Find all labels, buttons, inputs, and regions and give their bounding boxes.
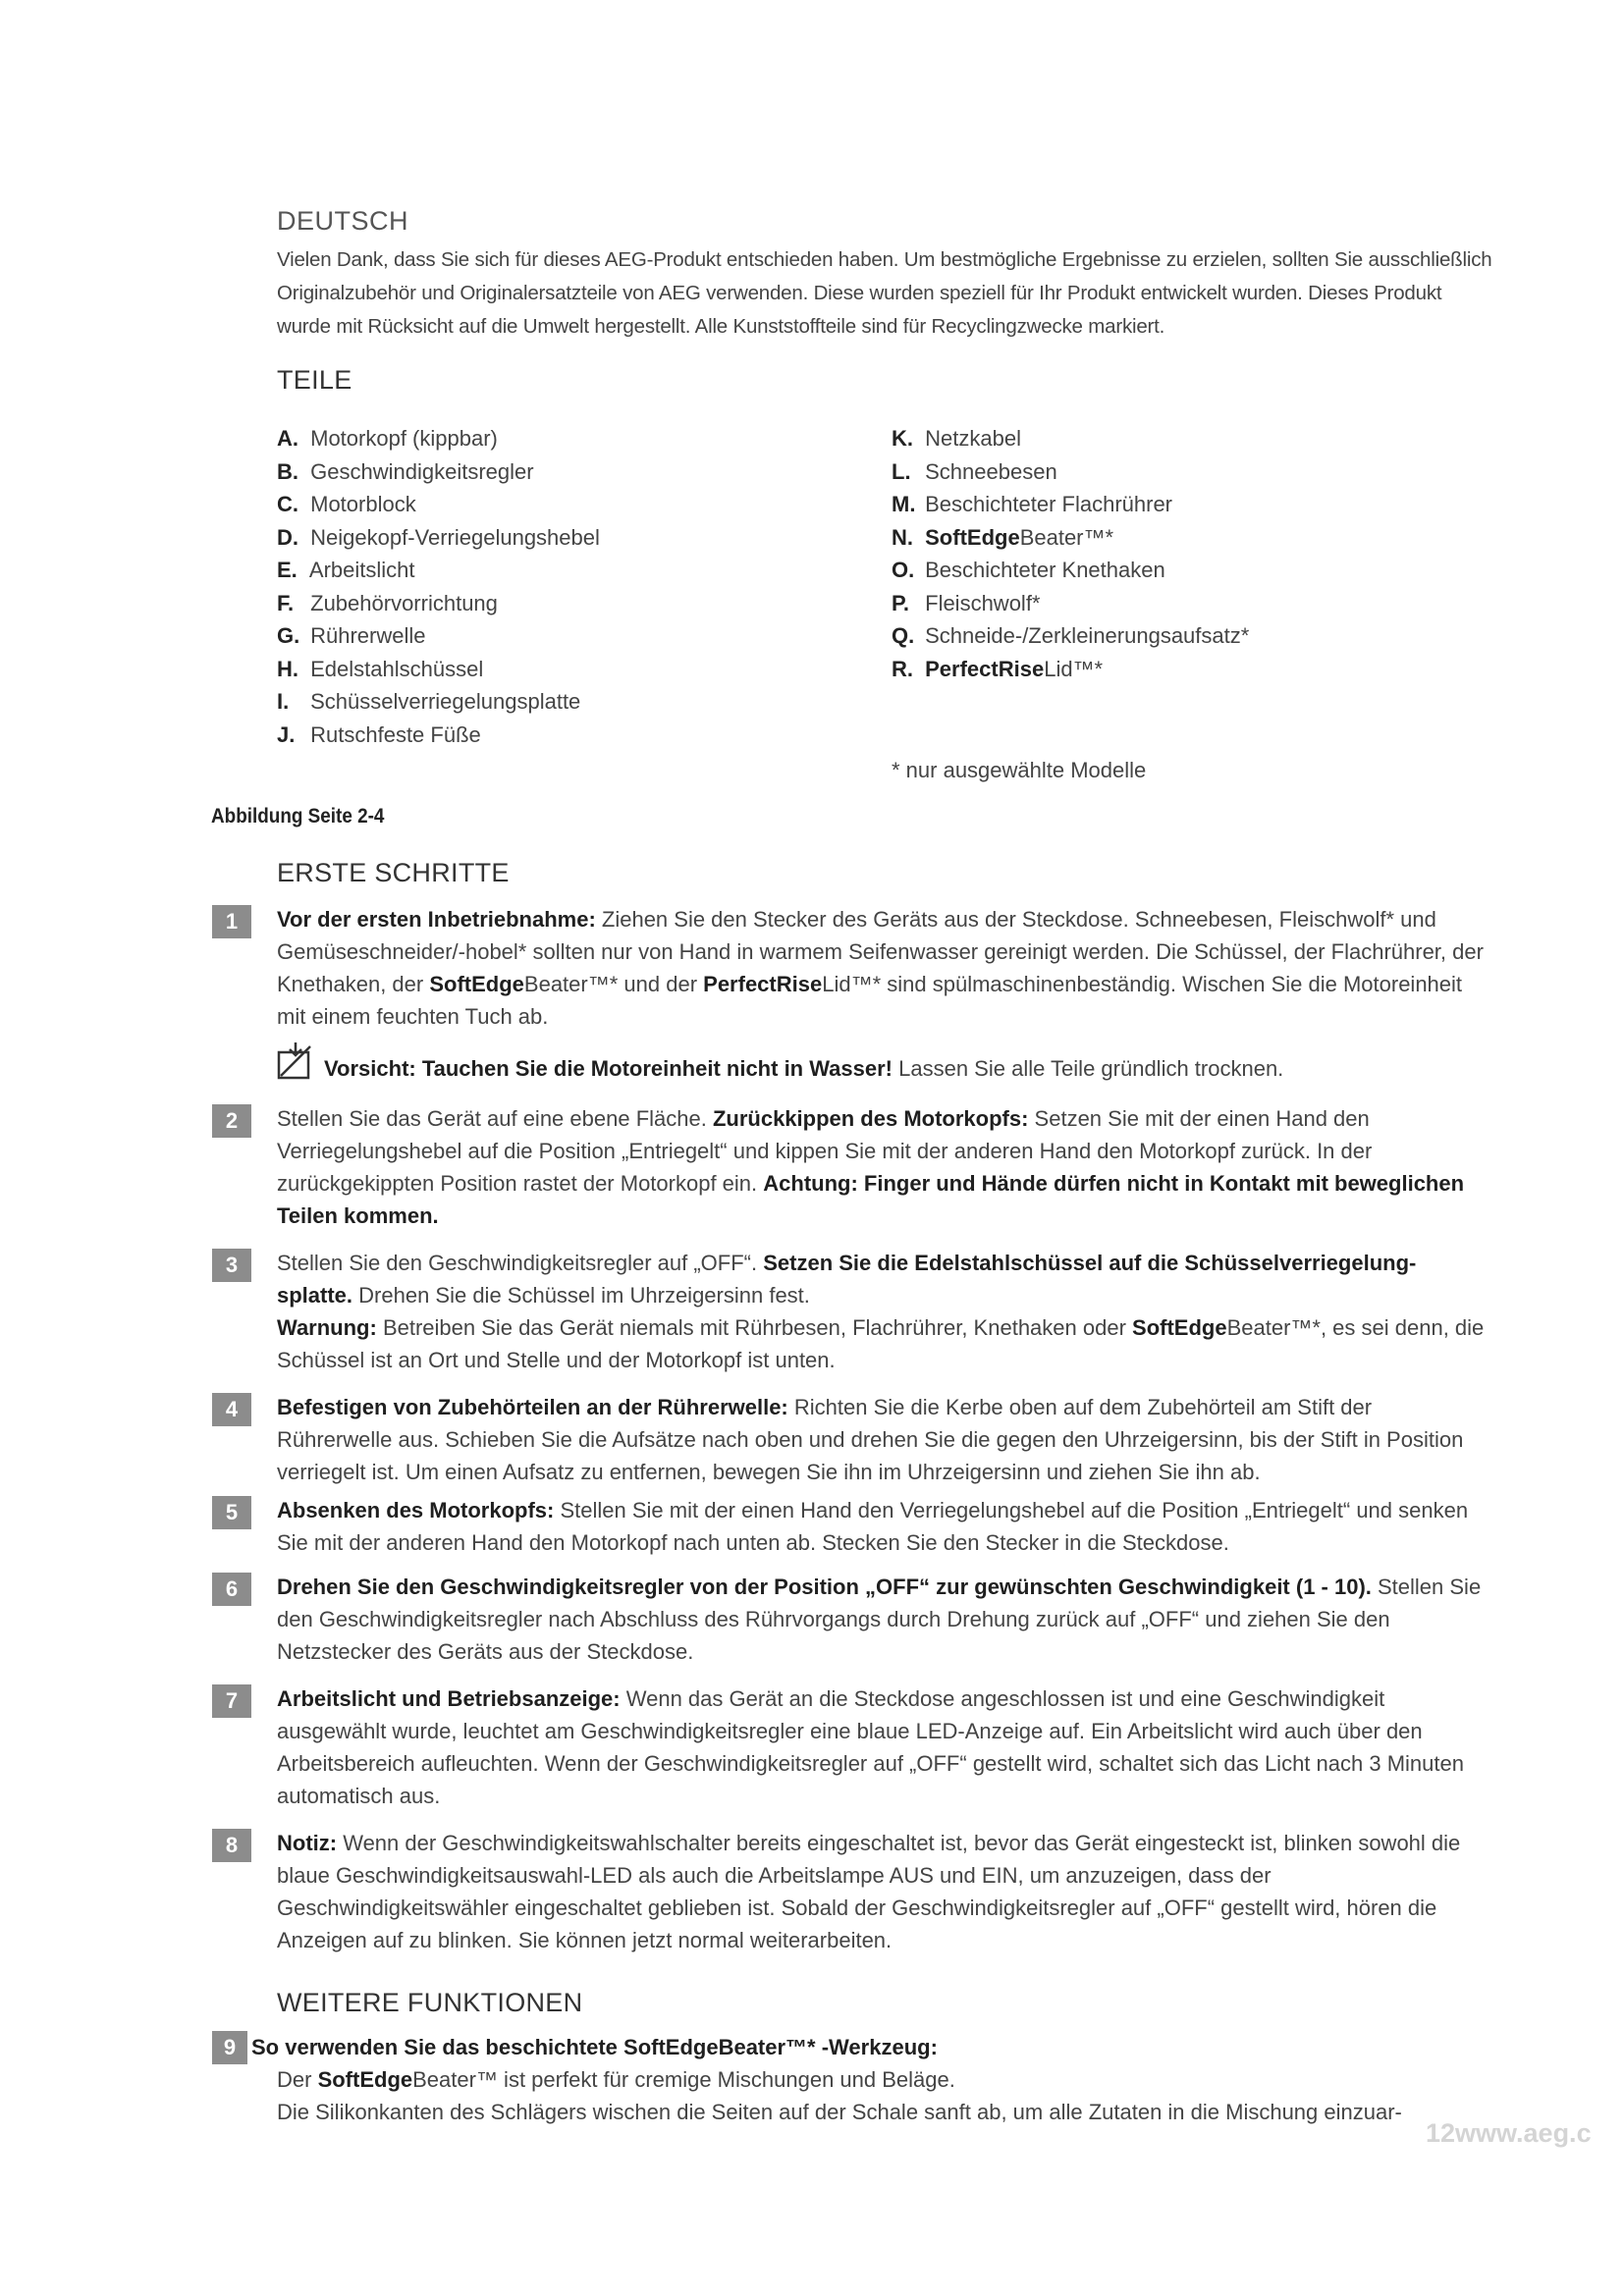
caution-text: Vorsicht: Tauchen Sie die Motoreinheit nicht in Wasser! Lassen Sie alle Teile gründlich trocknen. (324, 1056, 1284, 1081)
parts-item: E. Arbeitslicht (277, 558, 415, 582)
first-steps-heading: ERSTE SCHRITTE (277, 858, 510, 887)
parts-item: M. Beschichteter Flachrührer (892, 492, 1173, 516)
parts-list-right (892, 422, 1249, 685)
step-6-text: Drehen Sie den Geschwindigkeitsregler von der Position „OFF“ zur gewünschten Geschwindigkeit (1 - 10). Stellen Sie den Geschwindigkeitsregler nach Abschluss des Rührvorgangs durch Drehung zurück auf „OFF“ und ziehen Sie den Netzstecker des Geräts aus der Steckdose. (277, 1575, 1482, 1664)
step-number: 4 (212, 1393, 251, 1426)
step-9-line-2: Die Silikonkanten des Schlägers wischen die Seiten auf der Schale sanft ab, um alle Zutaten in die Mischung einzuar- (277, 2100, 1402, 2124)
parts-item: A. Motorkopf (kippbar) (277, 426, 498, 451)
parts-item: C. Motorblock (277, 492, 416, 516)
parts-item: H. Edelstahlschüssel (277, 656, 484, 681)
step-9-line-1: Der SoftEdgeBeater™ ist perfekt für cremige Mischungen und Beläge. (277, 2067, 955, 2092)
parts-item: O. Beschichteter Knethaken (892, 558, 1165, 582)
parts-item: K. Netzkabel (892, 426, 1021, 451)
step-number: 5 (212, 1496, 251, 1529)
step-2-text: Stellen Sie das Gerät auf eine ebene Fläche. Zurückkippen des Motorkopfs: Setzen Sie mit der einen Hand den Verriegelungshebel auf die Position „Entriegelt“ und kippen Sie mit der anderen Hand den Motorkopf zurück. In der zurückgekippten Position rastet der Motorkopf ein. Achtung: Finger und Hände dürfen nicht in Kontakt mit beweglichen Teilen kommen. (277, 1106, 1465, 1228)
step-number: 1 (212, 905, 251, 938)
step-number: 6 (212, 1573, 251, 1606)
step-number: 3 (212, 1249, 251, 1282)
parts-item: B. Geschwindigkeitsregler (277, 458, 534, 484)
parts-item: F. Zubehörvorrichtung (277, 590, 498, 615)
parts-item: G. Rührerwelle (277, 623, 426, 648)
step-number: 7 (212, 1684, 251, 1718)
step-3-text: Stellen Sie den Geschwindigkeitsregler auf „OFF“. Setzen Sie die Edelstahlschüssel auf die Schüsselverriegelung-splatte. Drehen Sie die Schüssel im Uhrzeigersinn fest. Warnung: Betreiben Sie das Gerät niemals mit Rührbesen, Flachrührer, Knethaken oder SoftEdgeBeater™*, es sei denn, die Schüssel ist an Ort und Stelle und der Motorkopf ist unten. (277, 1251, 1485, 1372)
step-number: 9 (212, 2031, 247, 2064)
step-4-text: Befestigen von Zubehörteilen an der Rührerwelle: Richten Sie die Kerbe oben auf dem Zubehörteil am Stift der Rührerwelle aus. Schieben Sie die Aufsätze nach oben und drehen Sie die gegen den Uhrzeigersinn, bis der Stift in Position verriegelt ist. Um einen Aufsatz zu entfernen, bewegen Sie ihn im Uhrzeigersinn und ziehen Sie ihn ab. (277, 1395, 1464, 1484)
step-7-text: Arbeitslicht und Betriebsanzeige: Wenn das Gerät an die Steckdose angeschlossen ist und eine Geschwindigkeit ausgewählt wurde, leuchtet am Geschwindigkeitsregler eine blaue LED-Anzeige auf. Ein Arbeitslicht wird auch über den Arbeitsbereich aufleuchten. Wenn der Geschwindigkeitsregler auf „OFF“ gestellt wird, schaltet sich das Licht nach 3 Minuten automatisch aus. (277, 1686, 1464, 1808)
step-8-text: Notiz: Wenn der Geschwindigkeitswahlschalter bereits eingeschaltet ist, bevor das Gerät eingesteckt ist, blinken sowohl die blaue Geschwindigkeitsauswahl-LED als auch die Arbeitslampe AUS und EIN, um anzuzeigen, dass der Geschwindigkeitswähler eingeschaltet geblieben ist. Sobald der Geschwindigkeitsregler auf „OFF“ gestellt wird, hören die Anzeigen auf zu blinken. Sie können jetzt normal weiterarbeiten. (277, 1831, 1461, 1952)
parts-item: I. Schüsselverriegelungsplatte (277, 689, 581, 714)
parts-item: J. Rutschfeste Füße (277, 721, 481, 747)
parts-item: R. PerfectRiseLid™* (892, 656, 1104, 681)
parts-footnote: * nur ausgewählte Modelle (892, 758, 1147, 782)
step-number: 2 (212, 1104, 251, 1138)
parts-item: P. Fleischwolf* (892, 590, 1041, 615)
parts-item: N. SoftEdgeBeater™* (892, 524, 1114, 550)
parts-item: L. Schneebesen (892, 458, 1057, 484)
parts-heading: TEILE (277, 365, 352, 395)
intro-paragraph: Vielen Dank, dass Sie sich für dieses AEG-Produkt entschieden haben. Um bestmögliche Ergebnisse zu erzielen, sollten Sie ausschließlich Originalzubehör und Originalersatzteile von AEG verwenden. Diese wurden speziell für Ihr Produkt entwickelt wurden. Dieses Produkt wurde mit Rücksicht auf die Umwelt hergestellt. Alle Kunststoffteile sind für Recyclingzwecke markiert. (277, 248, 1492, 338)
parts-item: D. Neigekopf-Verriegelungshebel (277, 524, 600, 550)
step-9-title: So verwenden Sie das beschichtete SoftEdgeBeater™* -Werkzeug: (251, 2035, 938, 2059)
more-functions-heading: WEITERE FUNKTIONEN (277, 1988, 583, 2017)
page-footer: 12www.aeg.c (1426, 2118, 1592, 2148)
step-1-text: Vor der ersten Inbetriebnahme: Ziehen Sie den Stecker des Geräts aus der Steckdose. Schneebesen, Fleischwolf* und Gemüseschneider/-hobel* sollten nur von Hand in warmem Seifenwasser gereinigt werden. Die Schüssel, der Flachrührer, der Knethaken, der SoftEdgeBeater™* und der PerfectRiseLid™* sind spülmaschinenbeständig. Wischen Sie die Motoreinheit mit einem feuchten Tuch ab. (277, 907, 1484, 1029)
figure-reference: Abbildung Seite 2-4 (211, 805, 385, 828)
parts-list-left (277, 422, 600, 751)
step-5-text: Absenken des Motorkopfs: Stellen Sie mit der einen Hand den Verriegelungshebel auf die Position „Entriegelt“ und senken Sie mit der anderen Hand den Motorkopf nach unten ab. Stecken Sie den Stecker in die Steckdose. (277, 1498, 1469, 1555)
language-label: DEUTSCH (277, 206, 409, 236)
no-immersion-icon (277, 1041, 314, 1080)
step-number: 8 (212, 1829, 251, 1862)
parts-item: Q. Schneide-/Zerkleinerungsaufsatz* (892, 623, 1250, 648)
